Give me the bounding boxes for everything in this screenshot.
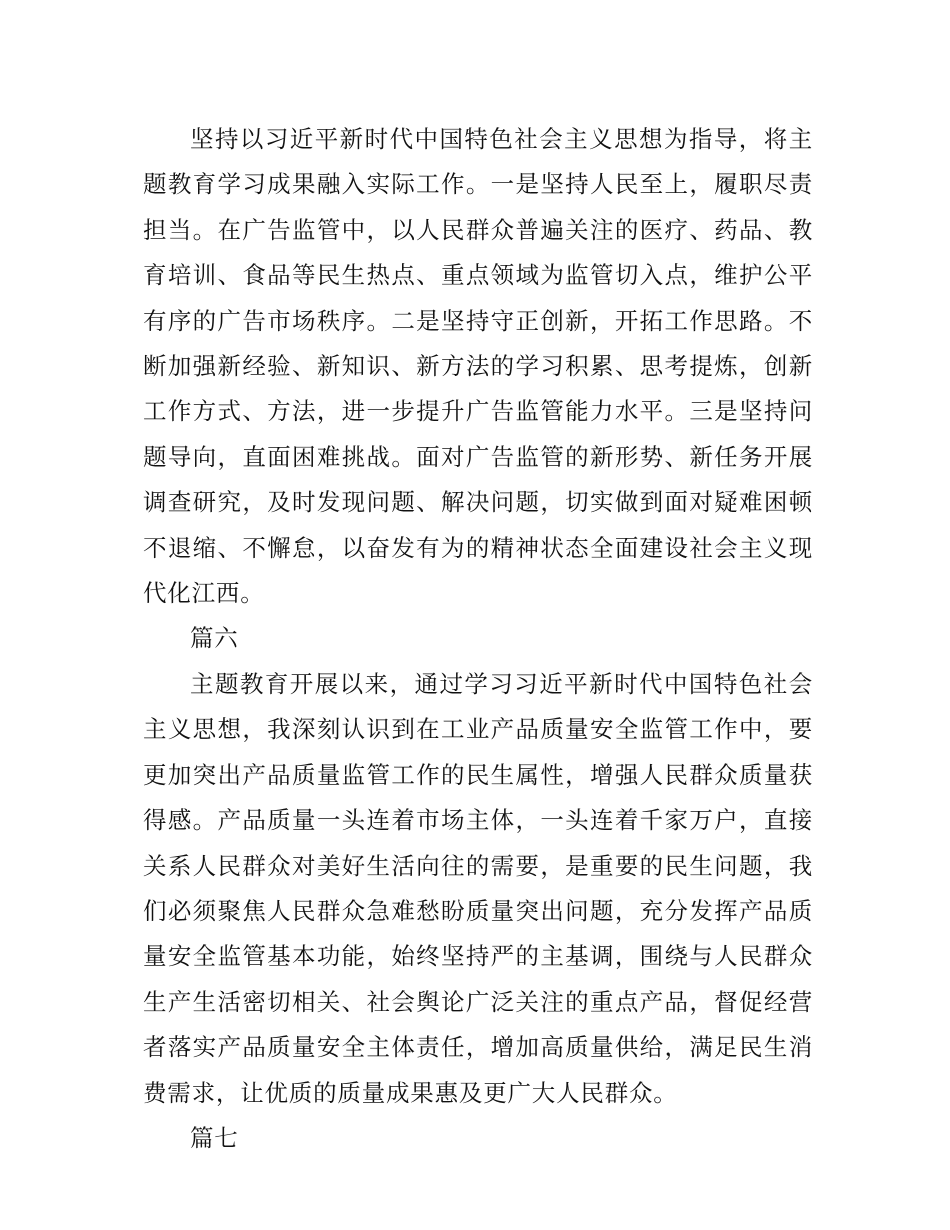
paragraph-product-quality: 主题教育开展以来，通过学习习近平新时代中国特色社会主义思想，我深刻认识到在工业产品质量安全监管工作中，要更加突出产品质量监管工作的民生属性，增强人民群众质量获得感。产品质量一头连着市场主体，一头连着千家万户，直接关系人民群众对美好生活向往的需要，是重要的民生问题，我们必须聚焦人民群众急难愁盼质量突出问题，充分发挥产品质量安全监管基本功能，始终坚持严的主基调，围绕与人民群众生产生活密切相关、社会舆论广泛关注的重点产品，督促经营者落实产品质量安全主体责任，增加高质量供给，满足民生消费需求，让优质的质量成果惠及更广大人民群众。 — [143, 669, 813, 1107]
section-heading-seven: 篇七 — [190, 1123, 239, 1152]
section-heading-six: 篇六 — [190, 624, 239, 653]
document-body — [143, 117, 813, 1161]
paragraph-guidance: 坚持以习近平新时代中国特色社会主义思想为指导，将主题教育学习成果融入实际工作。一是坚持人民至上，履职尽责担当。在广告监管中，以人民群众普遍关注的医疗、药品、教育培训、食品等民生热点、重点领域为监管切入点，维护公平有序的广告市场秩序。二是坚持守正创新，开拓工作思路。不断加强新经验、新知识、新方法的学习积累、思考提炼，创新工作方式、方法，进一步提升广告监管能力水平。三是坚持问题导向，直面困难挑战。面对广告监管的新形势、新任务开展调查研究，及时发现问题、解决问题，切实做到面对疑难困顿不退缩、不懈怠，以奋发有为的精神状态全面建设社会主义现代化江西。 — [143, 125, 813, 608]
